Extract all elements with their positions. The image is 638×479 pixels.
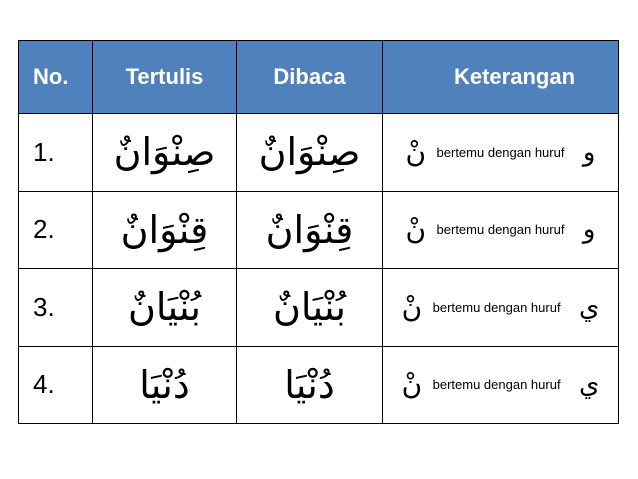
row-number: 4. — [19, 346, 93, 424]
keterangan-cell — [383, 269, 619, 347]
dibaca-cell: بُنْيَانٌ — [237, 269, 383, 347]
tertulis-cell: بُنْيَانٌ — [93, 269, 237, 347]
dibaca-cell: دُنْيَا — [237, 346, 383, 424]
row-number: 2. — [19, 191, 93, 269]
keterangan-cell — [383, 191, 619, 269]
tertulis-cell: دُنْيَا — [93, 346, 237, 424]
nun-sukun-glyph: نْ — [401, 368, 423, 402]
header-no: No. — [19, 41, 93, 114]
nun-sukun-glyph: نْ — [405, 135, 427, 169]
tertulis-cell: صِنْوَانٌ — [93, 114, 237, 192]
table-row — [19, 191, 619, 269]
keterangan-cell — [383, 346, 619, 424]
header-dibaca: Dibaca — [237, 41, 383, 114]
nun-sukun-glyph: نْ — [405, 213, 427, 247]
dibaca-cell: صِنْوَانٌ — [237, 114, 383, 192]
table-row — [19, 346, 619, 424]
row-number: 1. — [19, 114, 93, 192]
huruf-glyph: و — [582, 214, 596, 245]
keterangan-text: bertemu dengan huruf — [432, 377, 561, 393]
header-tertulis: Tertulis — [93, 41, 237, 114]
huruf-glyph: ي — [579, 292, 600, 323]
table-row — [19, 114, 619, 192]
row-number: 3. — [19, 269, 93, 347]
keterangan-cell — [383, 114, 619, 192]
keterangan-text: bertemu dengan huruf — [436, 144, 565, 160]
keterangan-text: bertemu dengan huruf — [436, 222, 565, 238]
huruf-glyph: ي — [579, 369, 600, 400]
header-row — [19, 41, 619, 114]
header-keterangan: Keterangan — [383, 41, 619, 114]
dibaca-cell: قِنْوَانٌ — [237, 191, 383, 269]
keterangan-text: bertemu dengan huruf — [432, 299, 561, 315]
table-row — [19, 269, 619, 347]
tertulis-cell: قِنْوَانٌ — [93, 191, 237, 269]
nun-sukun-glyph: نْ — [401, 290, 423, 324]
idgham-table — [18, 40, 619, 424]
huruf-glyph: و — [582, 137, 596, 168]
